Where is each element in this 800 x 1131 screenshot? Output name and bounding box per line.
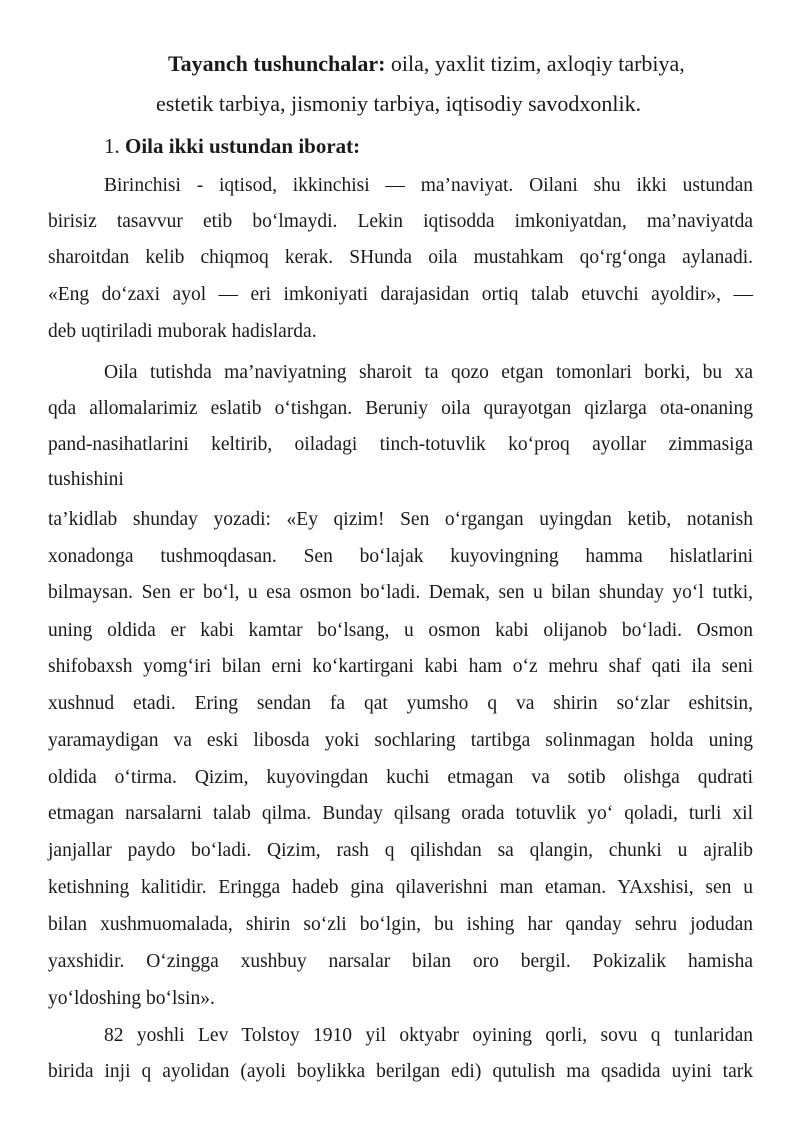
paragraph-line: oldida o‘tirma. Qizim, kuyovingdan kuchi etmagan va sotib olishga qudrati — [48, 767, 753, 788]
paragraph-line: pand-nasihatlarini keltirib, oiladagi tinch-totuvlik ko‘proq ayollar zimmasiga — [48, 434, 753, 455]
paragraph-line: birida inji q ayolidan (ayoli boylikka berilgan edi) qutulish ma qsadida uyini tark — [48, 1061, 753, 1082]
paragraph-line: qda allomalarimiz eslatib o‘tishgan. Beruniy oila qurayotgan qizlarga ota-onaning — [48, 398, 753, 419]
paragraph-line: «Eng do‘zaxi ayol — eri imkoniyati darajasidan ortiq talab etuvchi ayoldir», — — [48, 284, 753, 305]
paragraph-line: bilmaysan. Sen er bo‘l, u esa osmon bo‘ladi. Demak, sen u bilan shunday yo‘l tutki, — [48, 582, 753, 603]
section-number: 1. — [104, 134, 125, 158]
paragraph-line: Oila tutishda ma’naviyatning sharoit ta qozo etgan tomonlari borki, bu xa — [104, 362, 753, 383]
keywords-line-2: estetik tarbiya, jismoniy tarbiya, iqtisodiy savodxonlik. — [156, 91, 642, 116]
keywords-label: Tayanch tushunchalar: — [168, 51, 386, 76]
paragraph-line: etmagan narsalarni talab qilma. Bunday qilsang orada totuvlik yo‘ qoladi, turli xil — [48, 803, 753, 824]
paragraph-line: 82 yoshli Lev Tolstoy 1910 yil oktyabr oyining qorli, sovu q tunlaridan — [104, 1025, 753, 1046]
section-heading — [104, 134, 704, 158]
paragraph-line: sharoitdan kelib chiqmoq kerak. SHunda oila mustahkam qo‘rg‘onga aylanadi. — [48, 247, 753, 268]
paragraph-line: janjallar paydo bo‘ladi. Qizim, rash q qilishdan sa qlangin, chunki u ajralib — [48, 840, 753, 861]
paragraph-line: ketishning kalitidir. Eringga hadeb gina qilaverishni man etaman. YAxshisi, sen u — [48, 877, 753, 898]
paragraph-line: ta’kidlab shunday yozadi: «Ey qizim! Sen o‘rgangan uyingdan ketib, notanish — [48, 509, 753, 530]
paragraph-line: birisiz tasavvur etib bo‘lmaydi. Lekin iqtisodda imkoniyatdan, ma’naviyatda — [48, 211, 753, 232]
paragraph-line: tushishini — [48, 469, 124, 490]
paragraph-line: bilan xushmuomalada, shirin so‘zli bo‘lgin, bu ishing har qanday sehru jodudan — [48, 914, 753, 935]
keywords-line-1 — [168, 52, 768, 76]
section-title: Oila ikki ustundan iborat: — [125, 134, 361, 158]
paragraph-line: deb uqtiriladi muborak hadislarda. — [48, 321, 317, 342]
paragraph-line: xushnud etadi. Ering sendan fa qat yumsho q va shirin so‘zlar eshitsin, — [48, 693, 753, 714]
paragraph-line: uning oldida er kabi kamtar bo‘lsang, u osmon kabi olijanob bo‘ladi. Osmon — [48, 620, 753, 641]
paragraph-line: xonadonga tushmoqdasan. Sen bo‘lajak kuyovingning hamma hislatlarini — [48, 546, 753, 567]
paragraph-line: shifobaxsh yomg‘iri bilan erni ko‘kartirgani kabi ham o‘z mehru shaf qati ila seni — [48, 656, 753, 677]
paragraph-line: yo‘ldoshing bo‘lsin». — [48, 988, 215, 1009]
keywords-list-part-1: oila, yaxlit tizim, axloqiy tarbiya, — [385, 51, 685, 76]
paragraph-line: yaxshidir. O‘zingga xushbuy narsalar bilan oro bergil. Pokizalik hamisha — [48, 951, 753, 972]
paragraph-line: Birinchisi - iqtisod, ikkinchisi — ma’naviyat. Oilani shu ikki ustundan — [104, 175, 753, 196]
paragraph-line: yaramaydigan va eski libosda yoki sochlaring tartibga solinmagan holda uning — [48, 730, 753, 751]
